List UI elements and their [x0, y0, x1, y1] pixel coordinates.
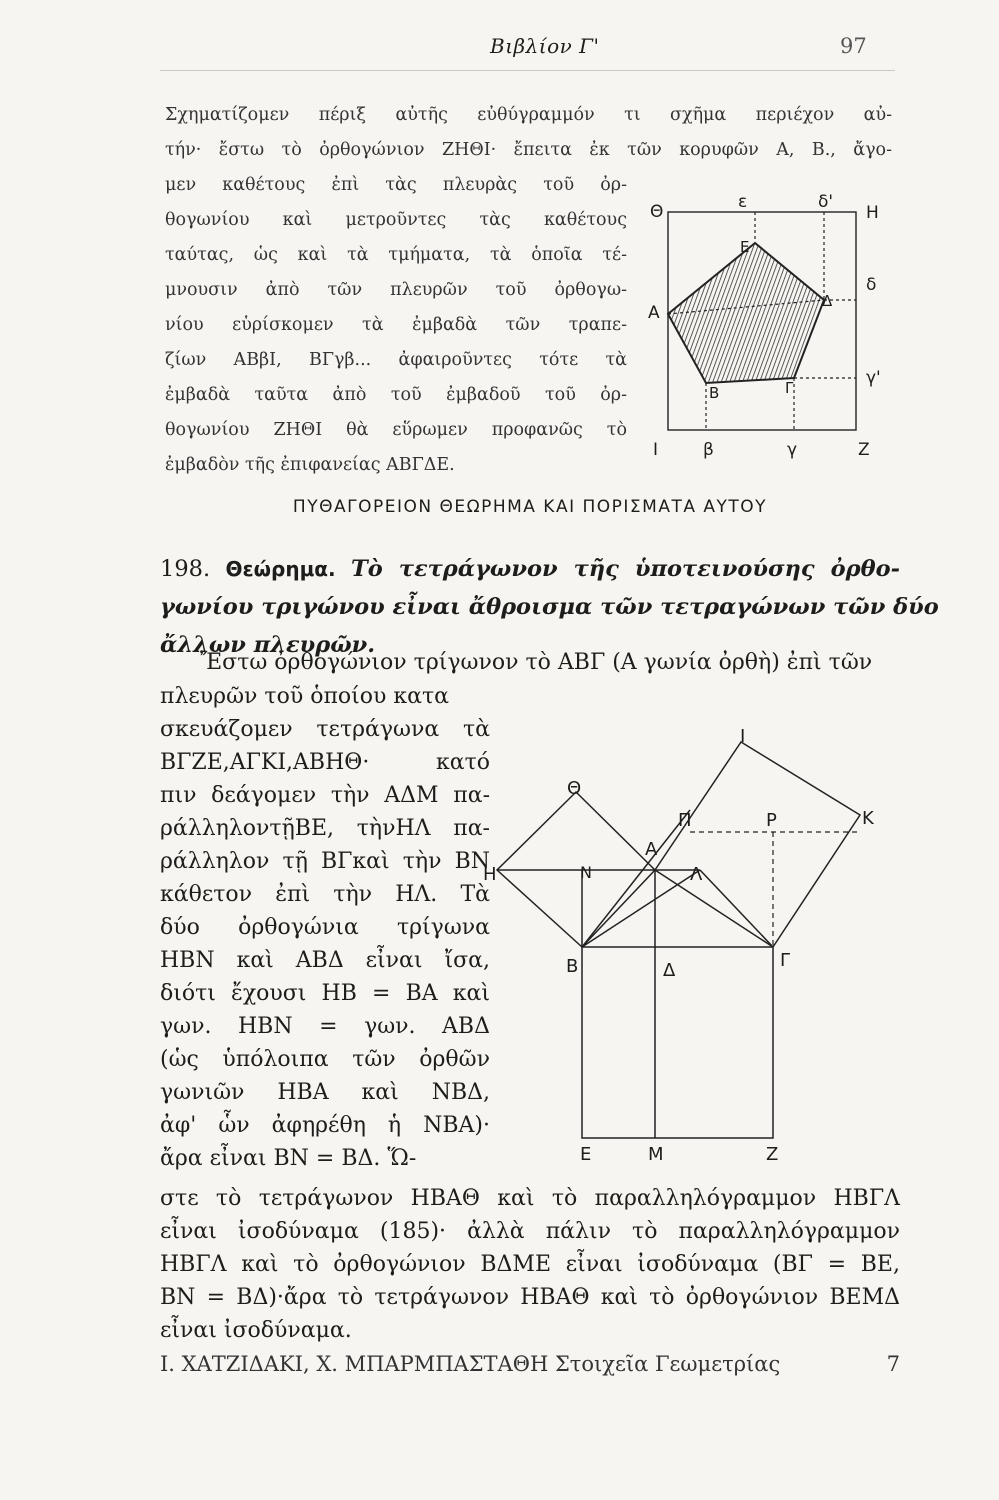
label-theta: Θ — [650, 202, 664, 222]
theorem-statement-line: Τὸ τετράγωνον τῆς ὑποτεινούσης ὀρθο- — [351, 556, 900, 582]
label-theta: Θ — [567, 778, 582, 799]
label-lambda: Λ — [690, 864, 703, 885]
header-rule — [160, 70, 895, 71]
proof-column-line: πιν δεάγομεν τὴν ΑΔΜ πα- — [160, 783, 490, 808]
running-head-title: Βιβλίον Γ' — [490, 34, 600, 58]
theorem-198 — [160, 550, 939, 664]
proof-intro-line: Ἔστω ὀρθογώνιον τρίγωνον τὸ ΑΒΓ (Α γωνία ὀρθὴ) ἐπὶ τῶν — [200, 650, 873, 675]
label-beta-bottom: β — [703, 440, 714, 460]
label-epsilon: Ε — [580, 1144, 592, 1165]
label-gamma-right: γ' — [866, 368, 881, 388]
intro-line: νίου εὑρίσκομεν τὰ ἐμβαδὰ τῶν τραπε- — [165, 315, 627, 335]
proof-line: στε τὸ τετράγωνον ΗΒΑΘ καὶ τὸ παραλληλόγραμμον ΗΒΓΛ — [160, 1186, 900, 1211]
proof-line: εἶναι ἰσοδύναμα (185)· ἀλλὰ πάλιν τὸ παραλληλόγραμμον — [160, 1219, 900, 1244]
dashed-lines — [690, 832, 860, 947]
label-eta: Η — [483, 864, 497, 885]
proof-column-line: ράλληλοντῇΒΕ, τὴνΗΛ πα- — [160, 816, 490, 841]
intro-line: ἐμβαδὸν τῆς ἐπιφανείας ΑΒΓΔΕ. — [165, 455, 455, 475]
proof-line: ΗΒΓΛ καὶ τὸ ὀρθογώνιον ΒΔΜΕ εἶναι ἰσοδύναμα (ΒΓ = ΒΕ, — [160, 1252, 900, 1277]
pentagon-figure — [630, 180, 900, 470]
proof-column-line: (ὡς ὑπόλοιπα τῶν ὀρθῶν — [160, 1047, 490, 1072]
proof-column-line: ΗΒΝ καὶ ΑΒΔ εἶναι ἴσα, — [160, 948, 490, 973]
label-epsilon-top: ε — [738, 192, 748, 212]
proof-column-line: πλευρῶν τοῦ ὁποίου κατα — [160, 684, 450, 709]
proof-column-line: κάθετον ἐπὶ τὴν ΗΛ. Τὰ — [160, 882, 490, 907]
label-gamma: Γ — [780, 950, 791, 971]
theorem-statement-line: γωνίου τριγώνου εἶναι ἄθροισμα τῶν τετραγώνων τῶν δύο — [160, 594, 939, 620]
proof-column-line: γων. ΗΒΝ = γων. ΑΒΔ — [160, 1014, 490, 1039]
label-alpha: Α — [645, 839, 658, 860]
proof-column-line: σκευάζομεν τετράγωνα τὰ — [160, 717, 490, 742]
label-gamma-bottom: γ — [787, 440, 798, 460]
label-iota: Ι — [653, 440, 659, 460]
intro-line: μεν καθέτους ἐπὶ τὰς πλευρὰς τοῦ ὀρ- — [165, 175, 627, 195]
label-nu: Ν — [580, 863, 592, 882]
proof-column-line: ἄρα εἶναι ΒΝ = ΒΔ. Ὥ- — [160, 1146, 417, 1171]
intro-line: θογωνίου καὶ μετροῦντες τὰς καθέτους — [165, 210, 627, 230]
proof-column-line: δύο ὀρθογώνια τρίγωνα — [160, 915, 490, 940]
label-delta: Δ — [663, 960, 676, 981]
proof-column-line: διότι ἔχουσι ΗΒ = ΒΑ καὶ — [160, 981, 490, 1006]
label-rho: Ρ — [766, 810, 777, 831]
footer-authors: Ι. ΧΑΤΖΙΔΑΚΙ, Χ. ΜΠΑΡΜΠΑΣΤΑΘΗ Στοιχεῖα Γεωμετρίας — [160, 1352, 781, 1376]
theorem-statement-line: ἄλλων πλευρῶν. — [160, 632, 376, 658]
line-bp — [582, 810, 690, 947]
label-mu: Μ — [648, 1144, 664, 1165]
intro-line: ζίων ΑΒβΙ, ΒΓγβ... ἀφαιροῦντες τότε τὰ — [165, 350, 627, 370]
proof-column-line: ΒΓΖΕ,ΑΓΚΙ,ΑΒΗΘ· κατό — [160, 750, 490, 775]
label-alpha: Α — [648, 303, 660, 323]
label-kappa: Κ — [862, 808, 874, 829]
pythagoras-figure — [480, 720, 900, 1170]
label-delta-vertex: Δ — [822, 292, 833, 310]
label-epsilon-vertex: Ε — [740, 238, 750, 256]
intro-line: τήν· ἔστω τὸ ὀρθογώνιον ΖΗΘΙ· ἔπειτα ἐκ τῶν κορυφῶν Α, Β., ἄγο- — [165, 140, 892, 160]
intro-line: ταύτας, ὡς καὶ τὰ τμήματα, τὰ ὁποῖα τέ- — [165, 245, 627, 265]
intro-line: Σχηματίζομεν πέριξ αὐτῆς εὐθύγραμμόν τι σχῆμα περιέχον αὐ- — [165, 105, 892, 125]
label-beta: Β — [566, 956, 579, 977]
proof-column-line: ἀφ' ὧν ἀφηρέθη ἡ ΝΒΑ)· — [160, 1113, 490, 1138]
theorem-number: 198. — [160, 556, 211, 582]
footer — [160, 1352, 900, 1376]
label-zeta: Ζ — [766, 1144, 779, 1165]
proof-full-text — [160, 1182, 900, 1347]
label-eta: Η — [866, 203, 879, 223]
proof-column-text — [160, 680, 490, 1175]
page-number: 97 — [840, 34, 867, 58]
label-iota: Ι — [740, 726, 746, 747]
label-gamma-vertex: Γ — [785, 379, 794, 397]
label-beta-vertex: Β — [709, 384, 720, 402]
proof-line: εἶναι ἰσοδύναμα. — [160, 1318, 352, 1343]
line-lg — [700, 870, 773, 947]
proof-line: ΒΝ = ΒΔ)·ἄρα τὸ τετράγωνον ΗΒΑΘ καὶ τὸ ὀρθογώνιον ΒΕΜΔ — [160, 1285, 900, 1310]
pentagon-abgde — [668, 243, 824, 383]
footer-sheet-number: 7 — [886, 1352, 900, 1376]
line-bl — [582, 870, 700, 947]
intro-line: θογωνίου ΖΗΘΙ θὰ εὕρωμεν προφανῶς τὸ — [165, 420, 627, 440]
label-delta-right: δ — [866, 275, 877, 295]
label-zeta: Ζ — [858, 440, 870, 460]
square-bgze — [582, 947, 773, 1138]
label-pi: Π — [678, 810, 692, 831]
label-delta-top: δ' — [818, 192, 834, 212]
intro-line: μνουσιν ἀπὸ τῶν πλευρῶν τοῦ ὀρθογω- — [165, 280, 627, 300]
square-agki — [655, 742, 860, 947]
proof-column-line: ράλληλον τῇ ΒΓκαὶ τὴν ΒΝ — [160, 849, 490, 874]
intro-line: ἐμβαδὰ ταῦτα ἀπὸ τοῦ ἐμβαδοῦ τοῦ ὀρ- — [165, 385, 627, 405]
proof-column-line: γωνιῶν ΗΒΑ καὶ ΝΒΔ, — [160, 1080, 490, 1105]
section-heading: ΠΥΘΑΓΟΡΕΙΟΝ ΘΕΩΡΗΜΑ ΚΑΙ ΠΟΡΙΣΜΑΤΑ ΑΥΤΟΥ — [292, 497, 768, 517]
theorem-label: Θεώρημα. — [225, 557, 336, 581]
